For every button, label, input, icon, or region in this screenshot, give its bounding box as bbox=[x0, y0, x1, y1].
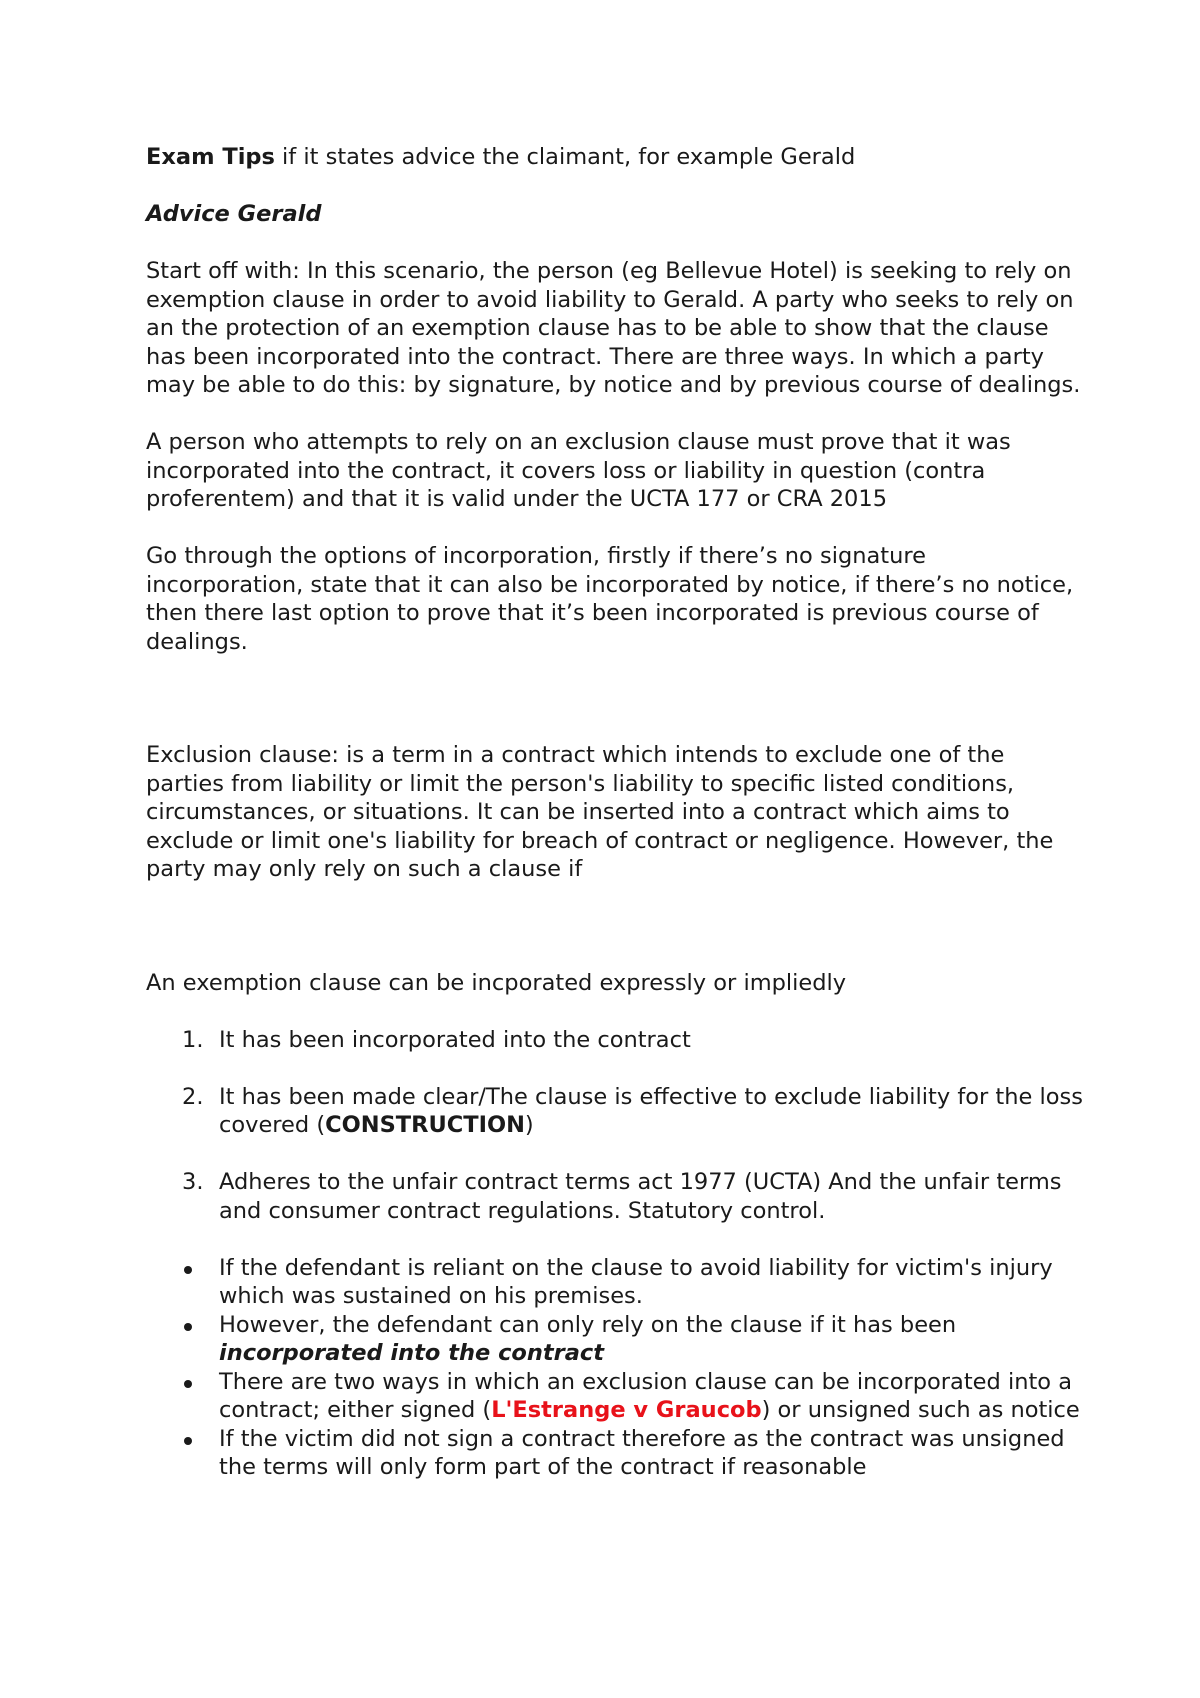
bullet-text-end: ) or unsigned such as notice bbox=[761, 1397, 1080, 1423]
list-bold-term: CONSTRUCTION bbox=[325, 1112, 525, 1138]
bullet-text: If the victim did not sign a contract therefore as the contract was unsigned the terms will only form part of the contract if reasonable bbox=[219, 1425, 1065, 1480]
exam-tip-text: if it states advice the claimant, for example Gerald bbox=[274, 144, 856, 170]
paragraph-exemption: An exemption clause can be incporated expressly or impliedly bbox=[146, 969, 847, 996]
list-number: 1. bbox=[182, 1026, 204, 1053]
bullet-text: There are two ways in which an exclusion clause can be incorporated into a contract; either signed ( bbox=[219, 1368, 1072, 1423]
bullet-item bbox=[146, 1254, 1086, 1311]
bullet-text: If the defendant is reliant on the clause to avoid liability for victim's injury which was sustained on his premises. bbox=[219, 1254, 1053, 1309]
list-text: Adheres to the unfair contract terms act 1977 (UCTA) And the unfair terms and consumer contract regulations. Statutory control. bbox=[219, 1169, 1062, 1224]
list-number: 3. bbox=[182, 1169, 204, 1195]
document-page bbox=[146, 143, 1086, 1482]
bullet-item bbox=[146, 1425, 1086, 1482]
bullet-item bbox=[146, 1368, 1086, 1425]
list-item bbox=[146, 1026, 1086, 1055]
bullet-item bbox=[146, 1311, 1086, 1368]
bullet-icon bbox=[184, 1380, 192, 1388]
list-item bbox=[146, 1083, 1086, 1140]
bullet-list bbox=[146, 1254, 1086, 1482]
list-text: It has been incorporated into the contract bbox=[219, 1026, 691, 1053]
paragraph-intro: Start off with: In this scenario, the person (eg Bellevue Hotel) is seeking to rely on exemption clause in order to avoid liability to Gerald. A party who seeks to rely on an the protection of an exemption clause has to be able to show that the clause has been incorporated into the contract. There are three ways. In which a party may be able to do this: by signature, by notice and by previous course of dealings. bbox=[146, 258, 1081, 398]
exam-tip-label: Exam Tips bbox=[146, 144, 275, 170]
bullet-icon bbox=[184, 1266, 192, 1274]
list-item bbox=[146, 1168, 1086, 1225]
bullet-text: However, the defendant can only rely on the clause if it has been bbox=[219, 1311, 957, 1338]
advice-heading: Advice Gerald bbox=[146, 201, 322, 227]
bullet-icon bbox=[184, 1323, 192, 1331]
bullet-emphasis: incorporated into the contract bbox=[219, 1340, 605, 1366]
numbered-list bbox=[146, 1026, 1086, 1226]
list-text: It has been made clear/The clause is effective to exclude liability for the loss covered ( bbox=[219, 1083, 1083, 1138]
paragraph-options: Go through the options of incorporation, firstly if there’s no signature incorporation, state that it can also be incorporated by notice, if there’s no notice, then there last option to prove that it’s been incorporated is previous course of dealings. bbox=[146, 543, 1074, 655]
paragraph-burden: A person who attempts to rely on an exclusion clause must prove that it was incorporated into the contract, it covers loss or liability in question (contra proferentem) and that it is valid under the UCTA 177 or CRA 2015 bbox=[146, 429, 1011, 512]
bullet-icon bbox=[184, 1437, 192, 1445]
list-number: 2. bbox=[182, 1083, 204, 1110]
paragraph-definition: Exclusion clause: is a term in a contract which intends to exclude one of the parties from liability or limit the person's liability to specific listed conditions, circumstances, or situations. It can be inserted into a contract which aims to exclude or limit one's liability for breach of contract or negligence. However, the party may only rely on such a clause if bbox=[146, 742, 1054, 882]
exam-tip-line bbox=[146, 143, 1086, 172]
case-name: L'Estrange v Graucob bbox=[491, 1397, 762, 1423]
list-text-end: ) bbox=[524, 1112, 534, 1138]
